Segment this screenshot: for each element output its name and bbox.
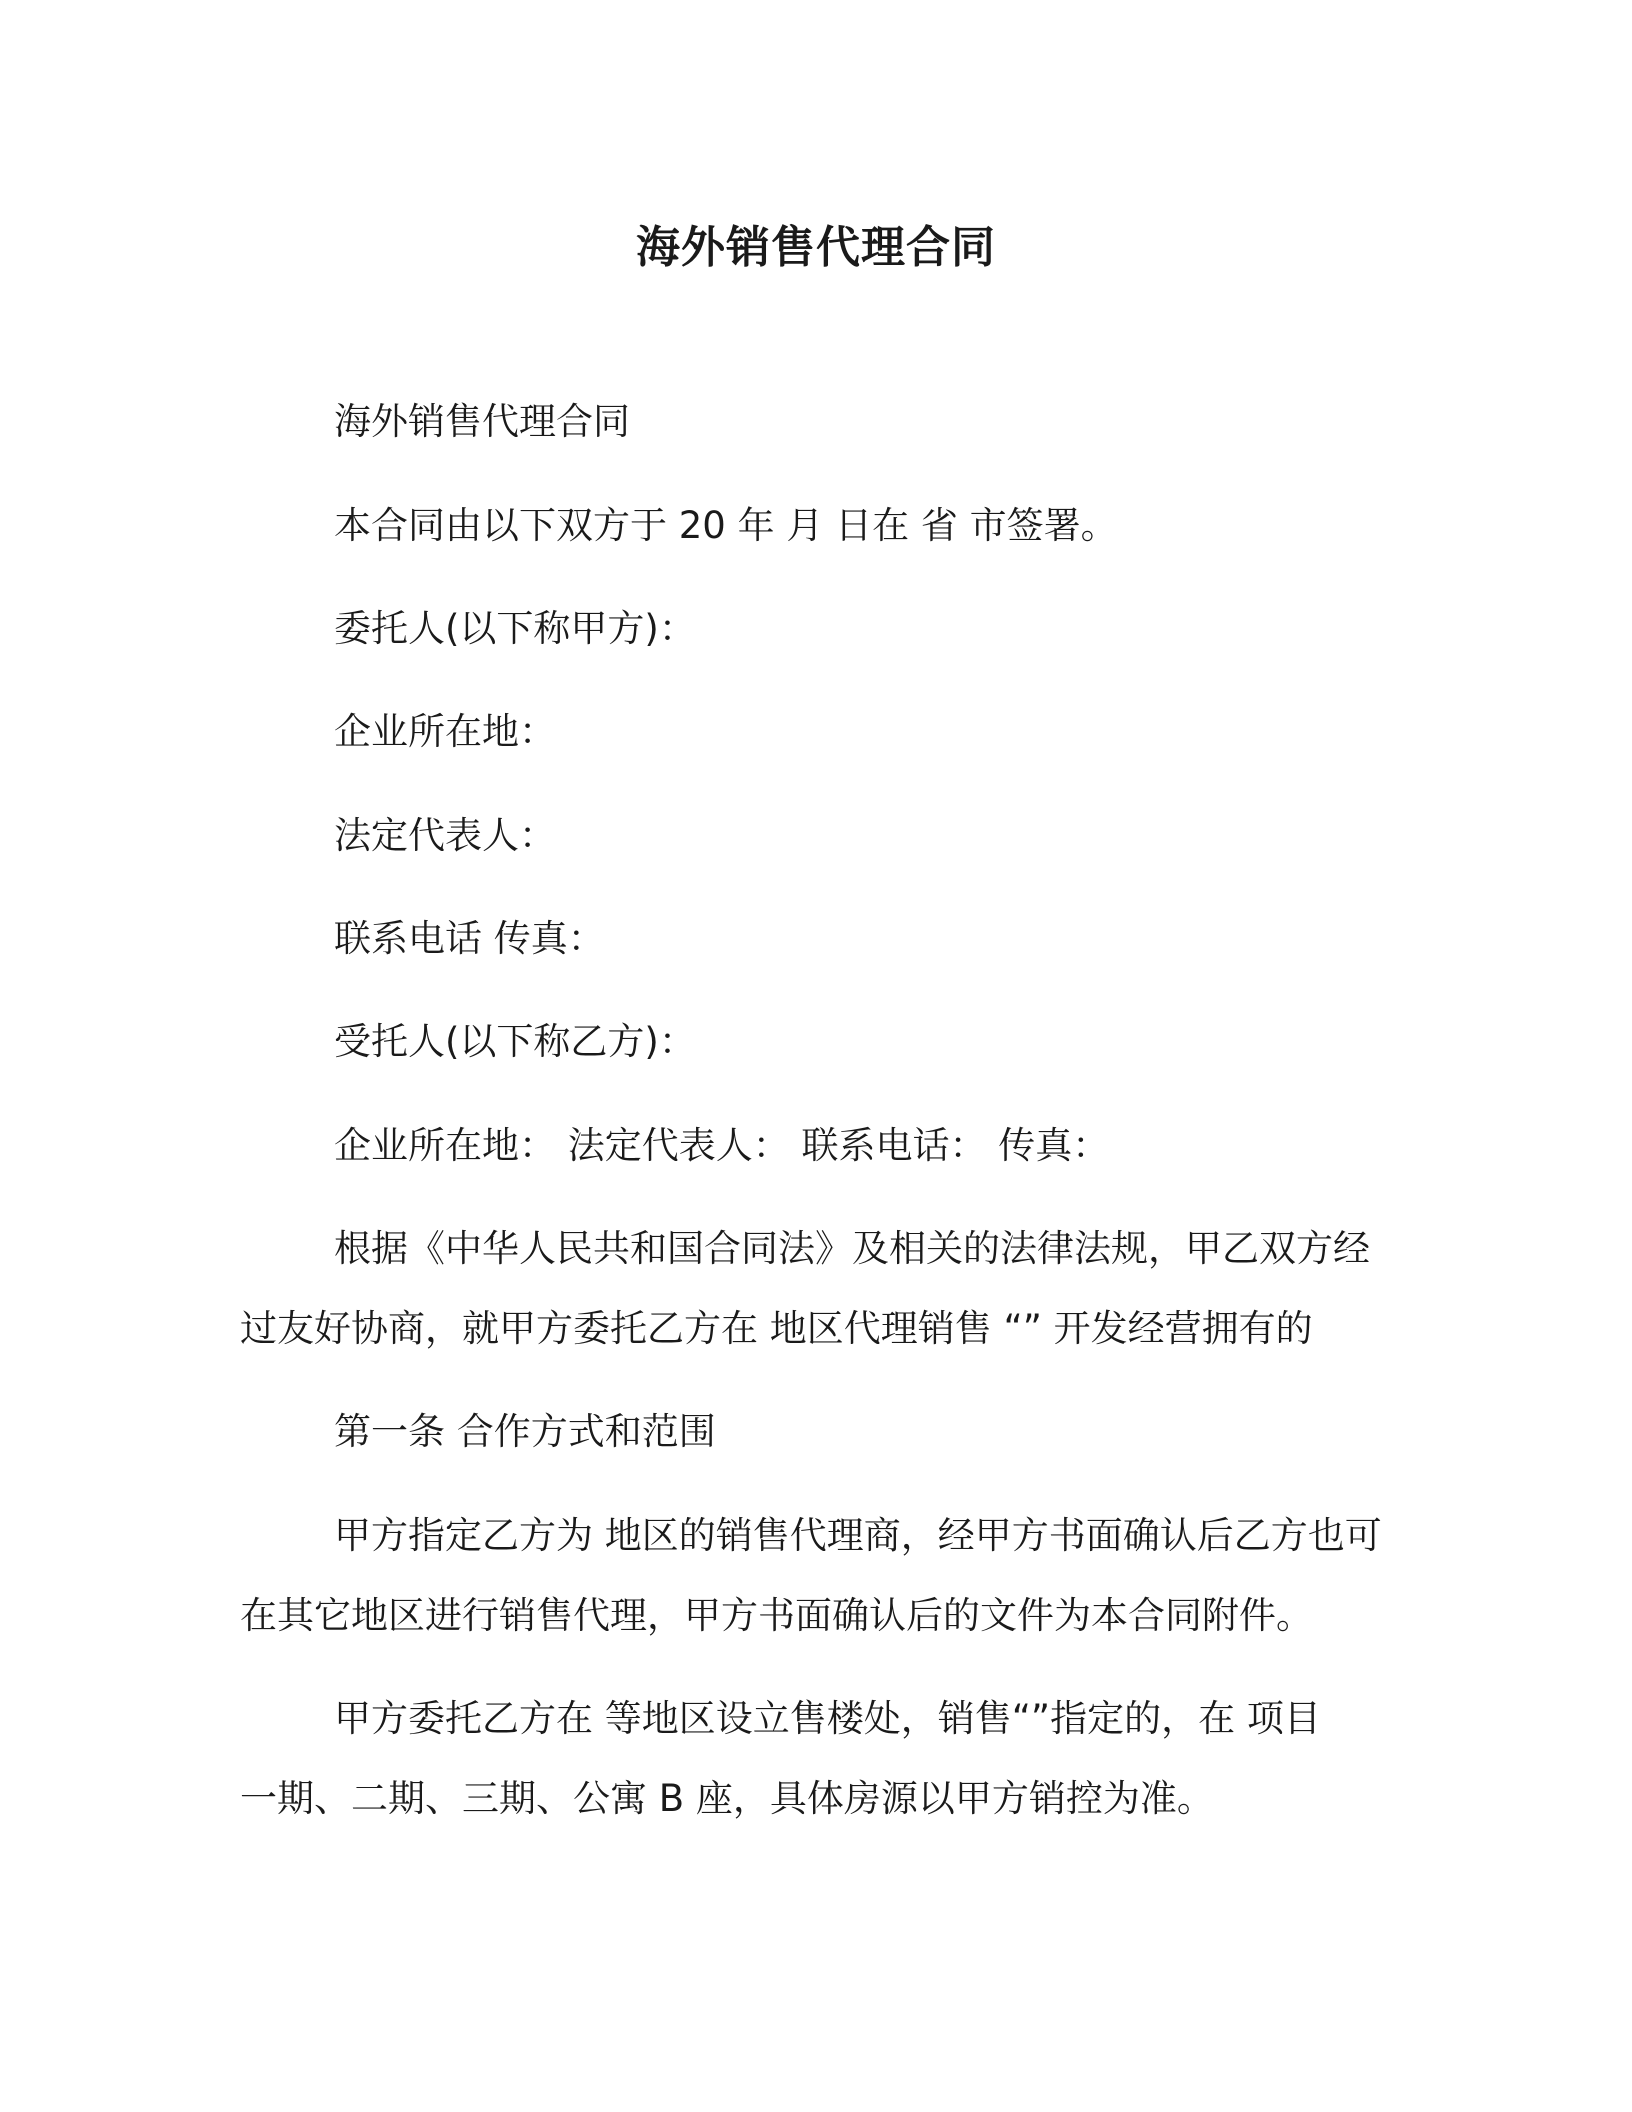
article-paragraph	[240, 1510, 1390, 1642]
party-a-label: 委托人(以下称甲方)：	[334, 607, 696, 650]
paragraph-line: 甲方指定乙方为 地区的销售代理商，经甲方书面确认后乙方也可	[334, 1514, 1382, 1557]
document-title: 海外销售代理合同	[636, 222, 996, 273]
party-a-location: 企业所在地：	[334, 710, 556, 753]
article-heading: 第一条 合作方式和范围	[334, 1410, 716, 1453]
signing-statement: 本合同由以下双方于 20 年 月 日在 省 市签署。	[334, 504, 1118, 547]
paragraph-line: 根据《中华人民共和国合同法》及相关的法律法规，甲乙双方经	[334, 1227, 1370, 1270]
party-b-label: 受托人(以下称乙方)：	[334, 1020, 696, 1063]
paragraph-line: 甲方委托乙方在 等地区设立售楼处，销售“”指定的，在 项目	[334, 1697, 1321, 1740]
party-b-details: 企业所在地： 法定代表人： 联系电话： 传真：	[334, 1124, 1110, 1167]
paragraph-line: 在其它地区进行销售代理，甲方书面确认后的文件为本合同附件。	[240, 1594, 1313, 1637]
contract-subtitle: 海外销售代理合同	[334, 400, 630, 443]
paragraph-line: 一期、二期、三期、公寓 B 座，具体房源以甲方销控为准。	[240, 1777, 1214, 1820]
article-paragraph	[240, 1693, 1390, 1825]
preamble-paragraph	[240, 1223, 1390, 1355]
paragraph-line: 过友好协商，就甲方委托乙方在 地区代理销售 “” 开发经营拥有的	[240, 1307, 1313, 1350]
party-a-representative: 法定代表人：	[334, 814, 556, 857]
party-a-contact: 联系电话 传真：	[334, 917, 605, 960]
